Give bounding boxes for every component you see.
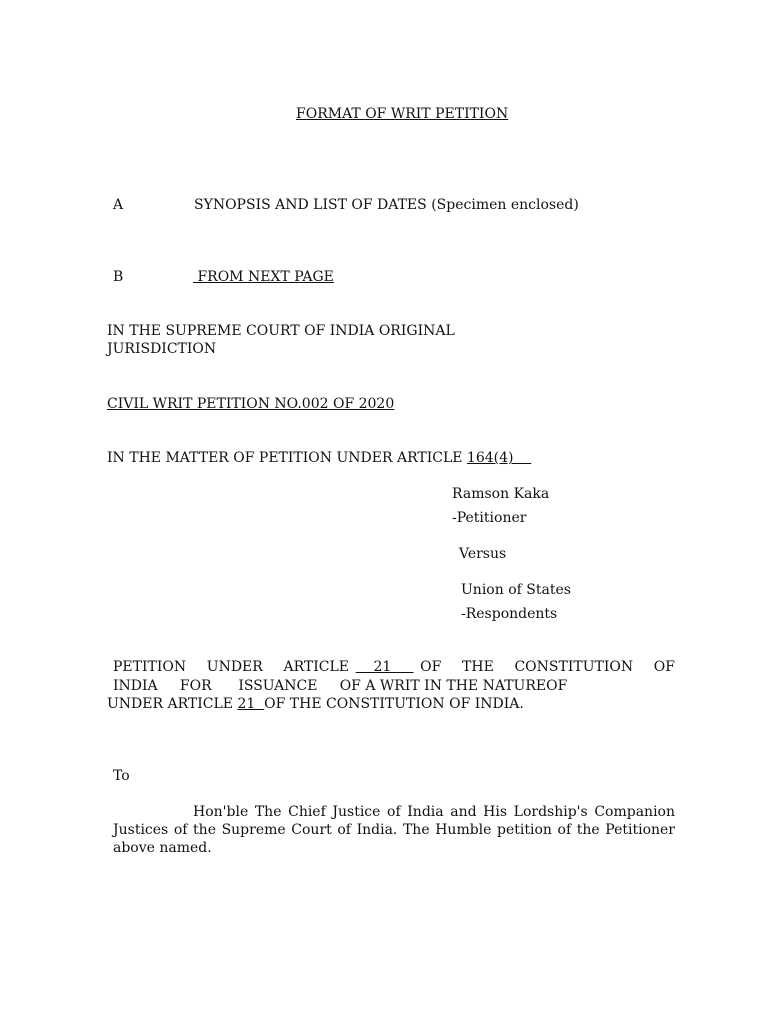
- respondent-name: Union of States: [461, 582, 571, 598]
- petition-para-line-2: INDIA FOR ISSUANCE OF A WRIT IN THE NATUREOF: [113, 678, 568, 694]
- petition-article-number: 21: [355, 659, 414, 675]
- petition-number: CIVIL WRIT PETITION NO.002 OF 2020: [107, 396, 395, 412]
- word: ARTICLE: [283, 659, 349, 675]
- word: OF: [420, 659, 442, 675]
- respondent-role: -Respondents: [461, 606, 558, 622]
- item-b-label: FROM NEXT PAGE: [193, 269, 334, 285]
- item-a-text: [194, 196, 579, 214]
- line3-prefix: UNDER ARTICLE: [107, 696, 238, 712]
- item-a-letter: A: [113, 197, 124, 213]
- matter-article: 164(4): [466, 450, 532, 466]
- versus-label: Versus: [459, 546, 507, 562]
- court-line-1: IN THE SUPREME COURT OF INDIA ORIGINAL: [107, 323, 455, 339]
- matter-prefix: IN THE MATTER OF PETITION UNDER ARTICLE: [107, 450, 467, 466]
- word: THE: [462, 659, 494, 675]
- petitioner-name: Ramson Kaka: [452, 486, 550, 502]
- item-a-label: SYNOPSIS AND LIST OF DATES: [194, 197, 427, 213]
- word: CONSTITUTION: [514, 659, 634, 675]
- line3-article-number: 21: [237, 696, 265, 712]
- address-paragraph: Hon'ble The Chief Justice of India and His Lordship's Companion Justices of the Supreme Court of India. The Humble petition of the Petitioner above named.: [113, 804, 675, 856]
- item-b-letter: B: [113, 269, 124, 285]
- line3-suffix: OF THE CONSTITUTION OF INDIA.: [264, 696, 524, 712]
- item-a-note: (Specimen enclosed): [431, 197, 579, 213]
- petition-para-line-3: [107, 695, 524, 713]
- word: PETITION: [113, 659, 187, 675]
- court-line-2: JURISDICTION: [107, 341, 217, 357]
- word: OF: [653, 659, 675, 675]
- petition-para-line-1: [113, 658, 675, 676]
- matter-line: [107, 449, 531, 467]
- word: UNDER: [206, 659, 263, 675]
- document-title: FORMAT OF WRIT PETITION: [296, 106, 509, 122]
- to-label: To: [113, 768, 130, 784]
- petitioner-role: -Petitioner: [452, 510, 527, 526]
